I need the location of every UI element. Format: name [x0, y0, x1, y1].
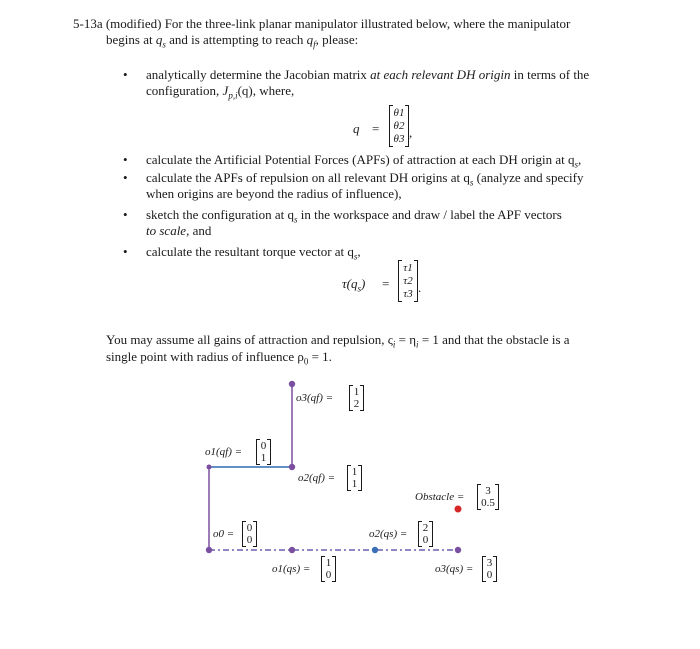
vec-entry: 0 [260, 440, 267, 452]
vec-entry: 1 [351, 478, 358, 490]
vec-entry: 0 [325, 569, 332, 581]
assume-text: = η [395, 332, 417, 347]
o3-qf-vector [349, 385, 364, 411]
o2-qf-point [289, 464, 295, 470]
subscript: f [313, 39, 316, 50]
q-entry: θ2 [393, 120, 405, 132]
obstacle-point [455, 506, 462, 513]
q-equals: = [372, 121, 380, 136]
assume-text: single point with radius of influence ρ [106, 349, 304, 364]
vec-entry: 0 [422, 534, 429, 546]
o3-qf-label: o3(qf) = [296, 392, 334, 404]
o1-qf-vector [256, 439, 271, 465]
bullet-dot: • [123, 207, 128, 222]
subscript: i [416, 339, 419, 350]
bullet-dot: • [123, 244, 128, 259]
bullet-dot: • [123, 67, 128, 82]
o3-qs-vector [482, 556, 497, 582]
vec-entry: 0 [246, 522, 253, 534]
obstacle-label: Obstacle = [415, 491, 465, 503]
q-symbol: q [306, 32, 314, 47]
vec-entry: 1 [351, 466, 358, 478]
problem-text: and is attempting to reach [165, 32, 307, 47]
bullet-text: calculate the APFs of repulsion on all relevant DH origins at q [146, 170, 470, 185]
subscript: p,i [228, 90, 238, 101]
bullet-text: sketch the configuration at q [146, 207, 295, 222]
tau-entry: τ3 [403, 288, 413, 300]
bullet-dot: • [123, 170, 128, 185]
o0-vector [242, 521, 257, 547]
bullet-text: in terms of the [510, 67, 590, 82]
assume-text: = 1 and that the obstacle is a [418, 332, 570, 347]
o3-qf-point [289, 381, 295, 387]
vec-entry: 2 [422, 522, 429, 534]
bullet-text: , [578, 152, 582, 167]
o3-qs-label: o3(qs) = [435, 563, 474, 575]
bullet-emphasis: to scale [146, 223, 187, 238]
o2-qf-vector [347, 465, 362, 491]
vec-entry: 0.5 [481, 497, 495, 509]
o1-qs-label: o1(qs) = [272, 563, 311, 575]
bullet-text: , [357, 244, 361, 259]
tau-symbol: τ(q [342, 276, 358, 291]
bullet-text: in the workspace and draw / label the APF vectors [297, 207, 562, 222]
problem-text: 5-13a (modified) For the three-link planar manipulator illustrated below, where the manipulator [73, 16, 571, 31]
vec-entry: 1 [353, 386, 360, 398]
tau-entry: τ2 [403, 275, 413, 287]
problem-text: begins at [106, 32, 156, 47]
q-trail: , [409, 125, 413, 140]
q-entry: θ3 [393, 133, 405, 145]
o2-qf-label: o2(qf) = [298, 472, 336, 484]
o3-qs-point [455, 547, 461, 553]
o2-qs-vector [418, 521, 433, 547]
vec-entry: 0 [246, 534, 253, 546]
tau-equals: = [382, 276, 390, 291]
subscript: s [353, 251, 358, 262]
vec-entry: 3 [486, 557, 493, 569]
bullet-text: analytically determine the Jacobian matrix [146, 67, 371, 82]
problem-text: , please: [315, 32, 359, 47]
bullet-text: configuration, [146, 83, 223, 98]
o1-qs-point [289, 547, 295, 553]
vec-entry: 3 [485, 485, 491, 497]
vec-entry: 1 [325, 557, 332, 569]
o0-point [206, 547, 212, 553]
vec-entry: 1 [260, 452, 267, 464]
o1-qf-label: o1(qf) = [205, 446, 243, 458]
bullet-text: (analyze and specify [473, 170, 584, 185]
o2-qs-point [372, 547, 378, 553]
subscript: i [392, 339, 396, 350]
bullet-text: (q), where, [237, 83, 295, 98]
obstacle-vector [477, 484, 499, 510]
bullet-text: calculate the resultant torque vector at q [146, 244, 354, 259]
vec-entry: 0 [486, 569, 493, 581]
bullet-text: , and [186, 223, 212, 238]
subscript: s [574, 159, 579, 170]
subscript: s [294, 214, 298, 225]
paren: ) [361, 276, 366, 291]
tau-trail: . [418, 280, 422, 295]
subscript: s [162, 39, 166, 50]
subscript: s [357, 283, 361, 294]
assume-text: = 1. [308, 349, 332, 364]
tau-entry: τ1 [403, 262, 413, 274]
o2-qs-label: o2(qs) = [369, 528, 408, 540]
jacobian-symbol: J [222, 83, 229, 98]
vec-entry: 2 [353, 398, 360, 410]
o1-qs-vector [321, 556, 336, 582]
bullet-text: calculate the Artificial Potential Forces (APFs) of attraction at each DH origin at q [146, 152, 575, 167]
q-symbol: q [155, 32, 163, 47]
bullet-emphasis: at each relevant DH origin [370, 67, 511, 82]
assume-text: You may assume all gains of attraction and repulsion, ς [106, 332, 393, 347]
o0-label: o0 = [213, 528, 235, 540]
q-entry: θ1 [393, 107, 405, 119]
o1-qf-point [207, 465, 212, 470]
bullet-text: when origins are beyond the radius of influence), [146, 186, 402, 201]
bullet-dot: • [123, 152, 128, 167]
subscript: s [469, 177, 474, 188]
q-lhs: q [353, 121, 360, 136]
subscript: 0 [303, 356, 309, 367]
